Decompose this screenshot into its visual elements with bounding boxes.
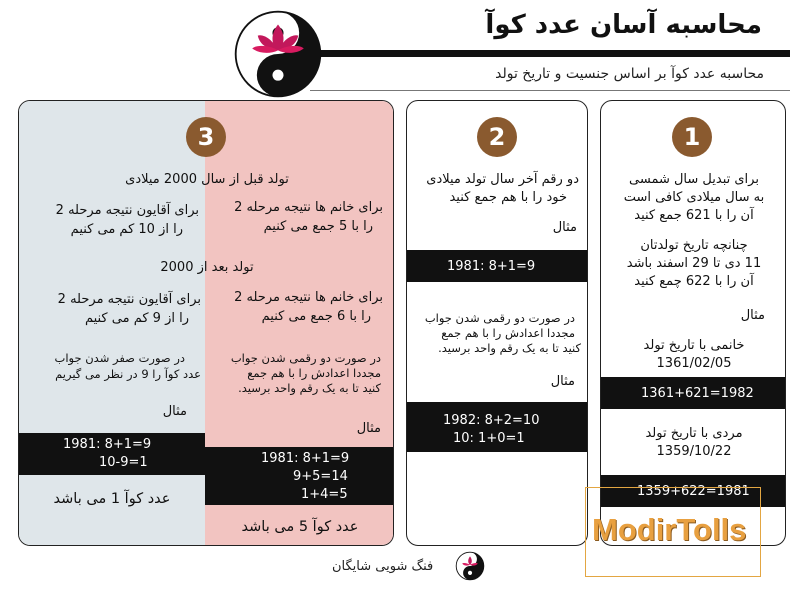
step-2-example-label: مثال bbox=[552, 220, 577, 235]
male-before-line2: را از 10 کم می کنیم bbox=[70, 222, 183, 237]
female-result: عدد کوآ 5 می باشد bbox=[241, 519, 359, 535]
before-2000-heading: تولد قبل از سال 2000 میلادی bbox=[125, 172, 289, 187]
female-note-line3: کنید تا به یک رقم واحد برسید. bbox=[238, 381, 381, 395]
step-2-calc2-line1: 1982: 8+2=10 bbox=[443, 413, 540, 428]
step-1-p1-line3: آن را با 621 جمع کنید bbox=[634, 208, 754, 223]
step-1-female-line2: 1361/02/05 bbox=[656, 356, 732, 371]
step-2-text-line2: خود را با هم جمع کنید bbox=[449, 190, 567, 205]
female-after-line2: را با 6 جمع می کنیم bbox=[261, 309, 371, 324]
subtitle-underline bbox=[310, 90, 790, 91]
female-after-line1: برای خانم ها نتیجه مرحله 2 bbox=[234, 290, 383, 305]
step-1-p1-line1: برای تبدیل سال شمسی bbox=[629, 172, 759, 187]
step-1-p1-line2: به سال میلادی کافی است bbox=[623, 190, 765, 205]
male-calc-line1: 1981: 8+1=9 bbox=[63, 437, 152, 452]
female-note-line2: مجددا اعدادش را با هم جمع bbox=[247, 366, 381, 380]
step-2-badge: 2 bbox=[477, 117, 517, 157]
step-1-p2-line1: چنانچه تاریخ تولدتان bbox=[640, 238, 748, 253]
female-example-label: مثال bbox=[356, 421, 381, 436]
male-calc-bar bbox=[19, 433, 205, 475]
female-before-line1: برای خانم ها نتیجه مرحله 2 bbox=[234, 200, 383, 215]
female-calc-line3: 1+4=5 bbox=[301, 487, 348, 502]
step-2-text-line1: دو رقم آخر سال تولد میلادی bbox=[426, 172, 579, 187]
step-1-p2-line3: آن را با 622 چمع کنید bbox=[634, 274, 754, 289]
step-1-male-line1: مردی با تاریخ تولد bbox=[645, 426, 743, 441]
page-subtitle: محاسبه عدد کوآ بر اساس جنسیت و تاریخ تولد bbox=[495, 66, 764, 82]
step-1-female-calc: 1361+621=1982 bbox=[641, 386, 754, 401]
step-2-note-line3: کنید تا به یک رقم واحد برسید. bbox=[438, 341, 581, 355]
step-2-calc-bar-1 bbox=[407, 250, 588, 282]
yin-yang-lotus-logo-icon bbox=[232, 8, 324, 100]
step-1-male-line2: 1359/10/22 bbox=[656, 444, 732, 459]
step-2-example-label-2: مثال bbox=[550, 374, 575, 389]
female-calc-line2: 9+5=14 bbox=[293, 469, 348, 484]
step-1-card bbox=[600, 100, 786, 546]
male-result: عدد کوآ 1 می باشد bbox=[53, 491, 171, 507]
male-after-line2: را از 9 کم می کنیم bbox=[84, 311, 189, 326]
step-2-card bbox=[406, 100, 588, 546]
male-example-label: مثال bbox=[162, 404, 187, 419]
footer-brand: فنگ شویی شایگان bbox=[332, 559, 434, 574]
step-2-note-line2: مجددا اعدادش را با هم جمع bbox=[441, 326, 575, 340]
male-before-line1: برای آقایون نتیجه مرحله 2 bbox=[55, 203, 199, 218]
male-note-line1: در صورت صفر شدن جواب bbox=[54, 351, 185, 365]
step-1-p2-line2: 11 دی تا 29 اسفند باشد bbox=[626, 256, 762, 271]
step-2-note-line1: در صورت دو رقمی شدن جواب bbox=[424, 311, 575, 325]
step-1-example-label: مثال bbox=[740, 308, 765, 323]
male-note-line2: عدد کوآ را 9 در نظر می گیریم bbox=[55, 367, 201, 381]
step-3-badge: 3 bbox=[186, 117, 226, 157]
title-underline-bar bbox=[270, 50, 790, 57]
male-calc-line2: 10-9=1 bbox=[99, 455, 148, 470]
female-note-line1: در صورت دو رقمی شدن جواب bbox=[230, 351, 381, 365]
male-after-line1: برای آقایون نتیجه مرحله 2 bbox=[57, 292, 201, 307]
footer-yin-yang-icon bbox=[455, 551, 485, 581]
watermark-text: ModirTolls bbox=[592, 512, 747, 547]
after-2000-heading: تولد بعد از 2000 bbox=[160, 260, 254, 275]
female-before-line2: را با 5 جمع می کنیم bbox=[263, 219, 373, 234]
step-2-calc1: 1981: 8+1=9 bbox=[447, 259, 536, 274]
step-3-card bbox=[18, 100, 394, 546]
female-calc-line1: 1981: 8+1=9 bbox=[261, 451, 350, 466]
step-1-badge: 1 bbox=[672, 117, 712, 157]
step-1-female-line1: خانمی با تاریخ تولد bbox=[643, 338, 745, 353]
step-1-male-calc: 1359+622=1981 bbox=[637, 484, 750, 499]
step-2-calc-bar-2 bbox=[407, 402, 588, 452]
page-title: محاسبه آسان عدد کوآ bbox=[485, 10, 762, 40]
female-calc-bar bbox=[205, 447, 394, 505]
step-2-calc2-line2: 10: 1+0=1 bbox=[453, 431, 525, 446]
step-1-female-calc-bar bbox=[601, 377, 786, 409]
